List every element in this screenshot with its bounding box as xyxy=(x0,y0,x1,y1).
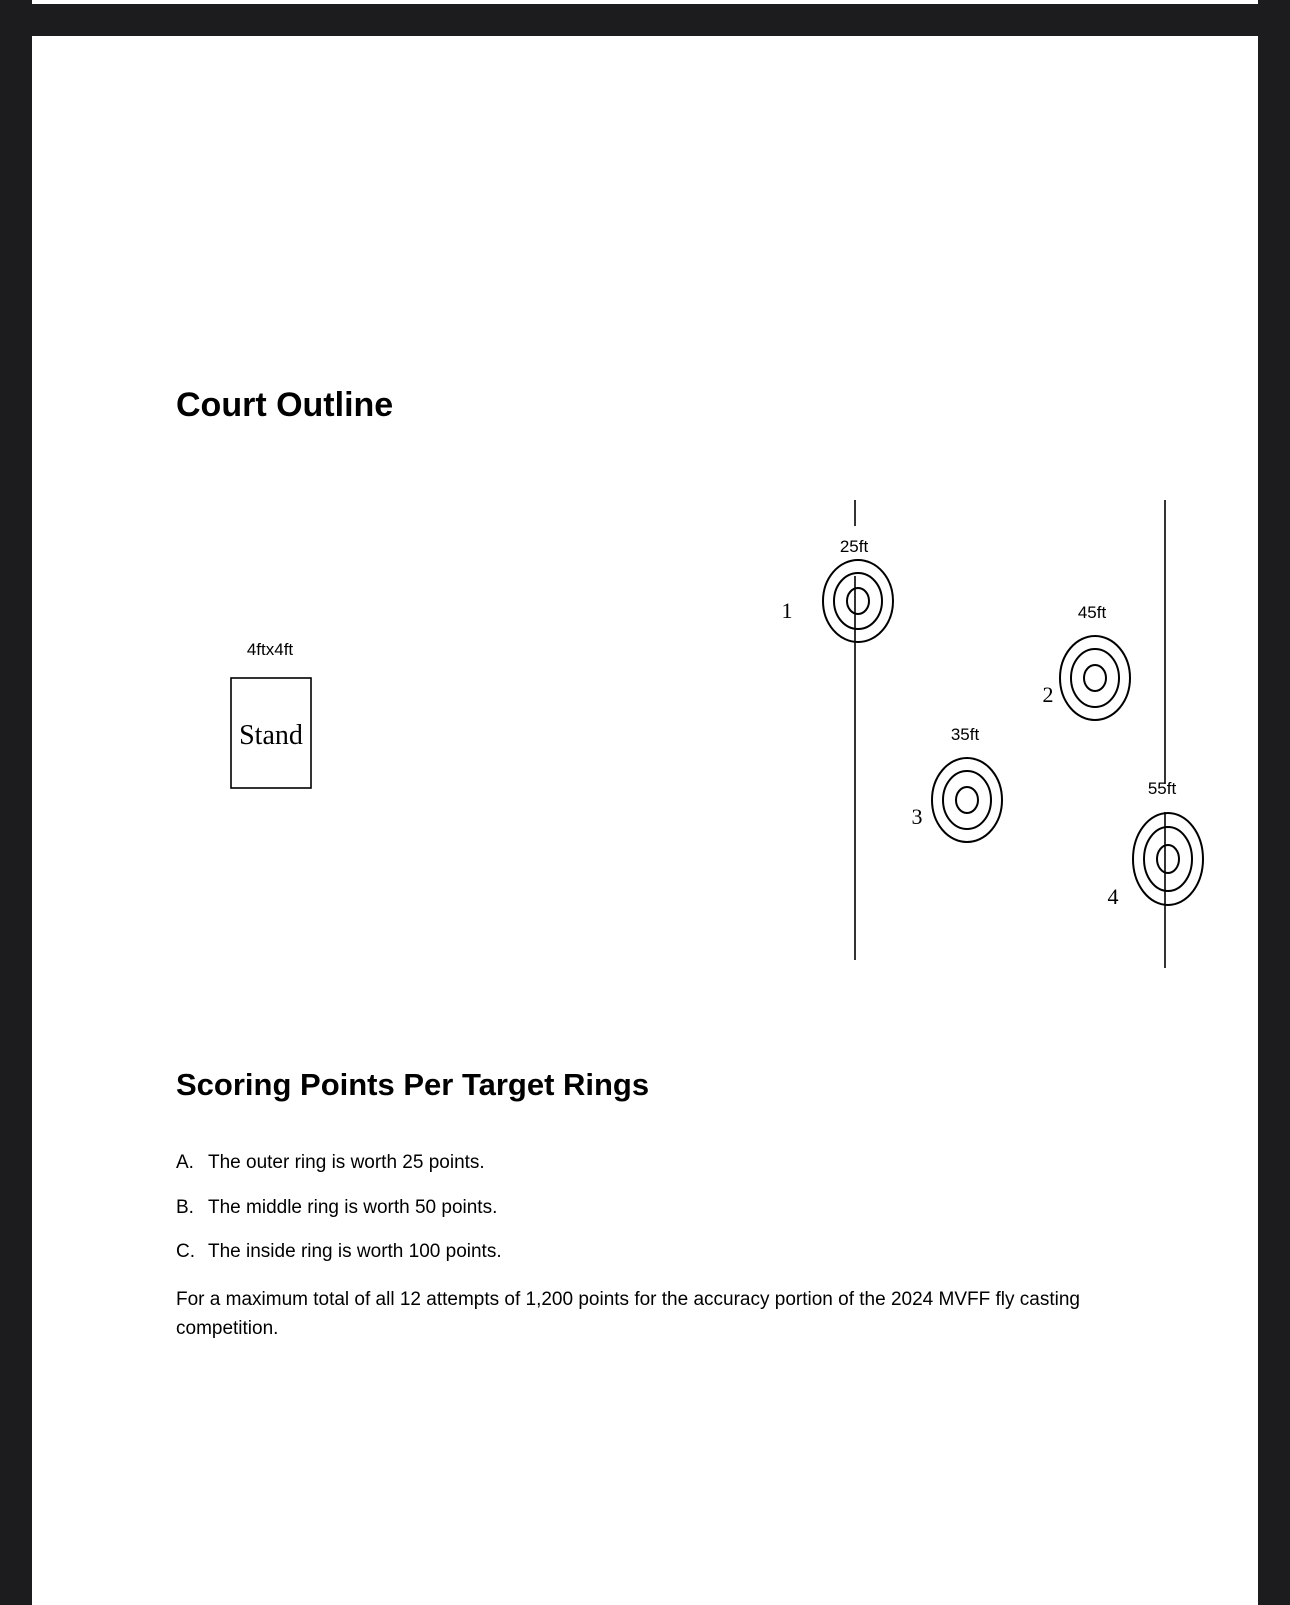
stand-label: Stand xyxy=(239,720,303,751)
target-2-number: 2 xyxy=(1042,682,1054,707)
target-2-inner-ring xyxy=(1084,665,1106,691)
target-4 xyxy=(1108,779,1204,909)
scoring-rule-b xyxy=(176,1197,497,1219)
target-3-middle-ring xyxy=(943,771,991,829)
target-4-middle-ring xyxy=(1144,827,1192,891)
target-3-number: 3 xyxy=(911,804,923,829)
document-page xyxy=(32,36,1258,1605)
target-3-inner-ring xyxy=(956,787,978,813)
court-outline-heading: Court Outline xyxy=(176,386,394,424)
target-4-inner-ring xyxy=(1157,845,1179,873)
target-4-number: 4 xyxy=(1107,884,1119,909)
scoring-rule-c xyxy=(176,1241,502,1263)
target-1-number: 1 xyxy=(781,598,793,623)
scoring-rule-a xyxy=(176,1152,485,1174)
target-3-distance: 35ft xyxy=(950,725,980,744)
top-page-edge xyxy=(32,0,1258,4)
target-1-distance: 25ft xyxy=(839,537,869,556)
target-1-middle-ring xyxy=(834,573,882,629)
scoring-heading: Scoring Points Per Target Rings xyxy=(176,1067,650,1102)
scoring-rule-a-text: The outer ring is worth 25 points. xyxy=(208,1152,485,1173)
scoring-rule-c-letter: C. xyxy=(176,1241,195,1262)
target-2-distance: 45ft xyxy=(1077,603,1107,622)
scoring-summary: For a maximum total of all 12 attempts of 1,200 points for the accuracy portion of the 2024 MVFF fly casting competition. xyxy=(176,1289,1080,1339)
target-2 xyxy=(1043,603,1131,720)
scoring-rule-b-text: The middle ring is worth 50 points. xyxy=(208,1197,498,1218)
scoring-rule-b-letter: B. xyxy=(176,1197,194,1218)
target-1-inner-ring xyxy=(847,588,869,614)
scoring-rule-c-text: The inside ring is worth 100 points. xyxy=(208,1241,502,1262)
scoring-rule-a-letter: A. xyxy=(176,1152,194,1173)
target-4-distance: 55ft xyxy=(1147,779,1177,798)
stand-size-label: 4ftx4ft xyxy=(246,640,294,659)
target-1 xyxy=(782,537,894,642)
court-diagram xyxy=(32,36,1258,1036)
target-3 xyxy=(912,725,1003,842)
target-2-middle-ring xyxy=(1071,649,1119,707)
